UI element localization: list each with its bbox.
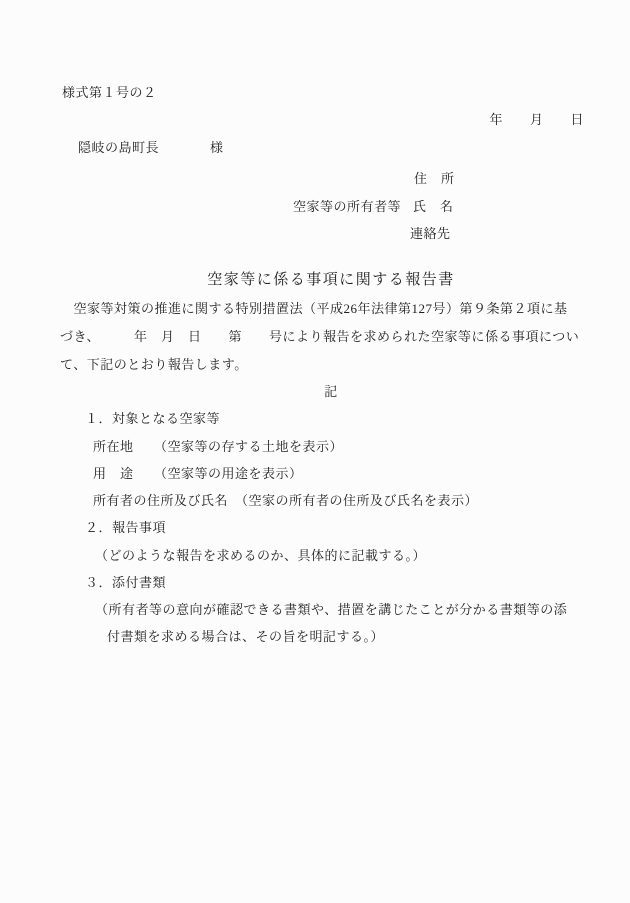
sender-role-label: 空家等の所有者等 [293, 199, 402, 214]
addressee-honorific: 様 [210, 140, 224, 155]
section2-heading: ２．報告事項 [85, 520, 167, 535]
section3-note-line-1: （所有者等の意向が確認できる書類や、措置を講じたことが分かる書類等の添 [95, 602, 568, 617]
section2-note: （どのような報告を求めるのか、具体的に記載する。） [95, 548, 427, 563]
body-paragraph-line-3: て、下記のとおり報告します。 [60, 357, 248, 372]
section3-note-line-2: 付書類を求める場合は、その旨を明記する。） [107, 629, 385, 644]
section1-owner-line: 所有者の住所及び氏名 （空家の所有者の住所及び氏名を表示） [93, 493, 479, 508]
section3-heading: ３．添付書類 [85, 575, 167, 590]
addressee-name: 隠岐の島町長 [78, 140, 160, 155]
section1-heading: １．対象となる空家等 [85, 411, 221, 426]
date-blank-line: 年 月 日 [489, 112, 584, 127]
body-paragraph-line-1: 空家等対策の推進に関する特別措置法（平成26年法律第127号）第９条第２項に基 [60, 301, 568, 316]
body-paragraph-line-2: づき、 年 月 日 第 号により報告を求められた空家等に係る事項につい [60, 329, 580, 344]
record-marker: 記 [324, 384, 338, 399]
document-title: 空家等に係る事項に関する報告書 [207, 272, 455, 288]
sender-name-label: 氏 名 [413, 199, 454, 214]
section1-location-line: 所在地 （空家等の存する土地を表示） [93, 439, 344, 454]
sender-address-label: 住 所 [414, 171, 455, 186]
form-number: 様式第１号の２ [62, 85, 157, 100]
sender-contact-label: 連絡先 [410, 226, 451, 241]
section1-usage-line: 用 途 （空家等の用途を表示） [93, 466, 303, 481]
